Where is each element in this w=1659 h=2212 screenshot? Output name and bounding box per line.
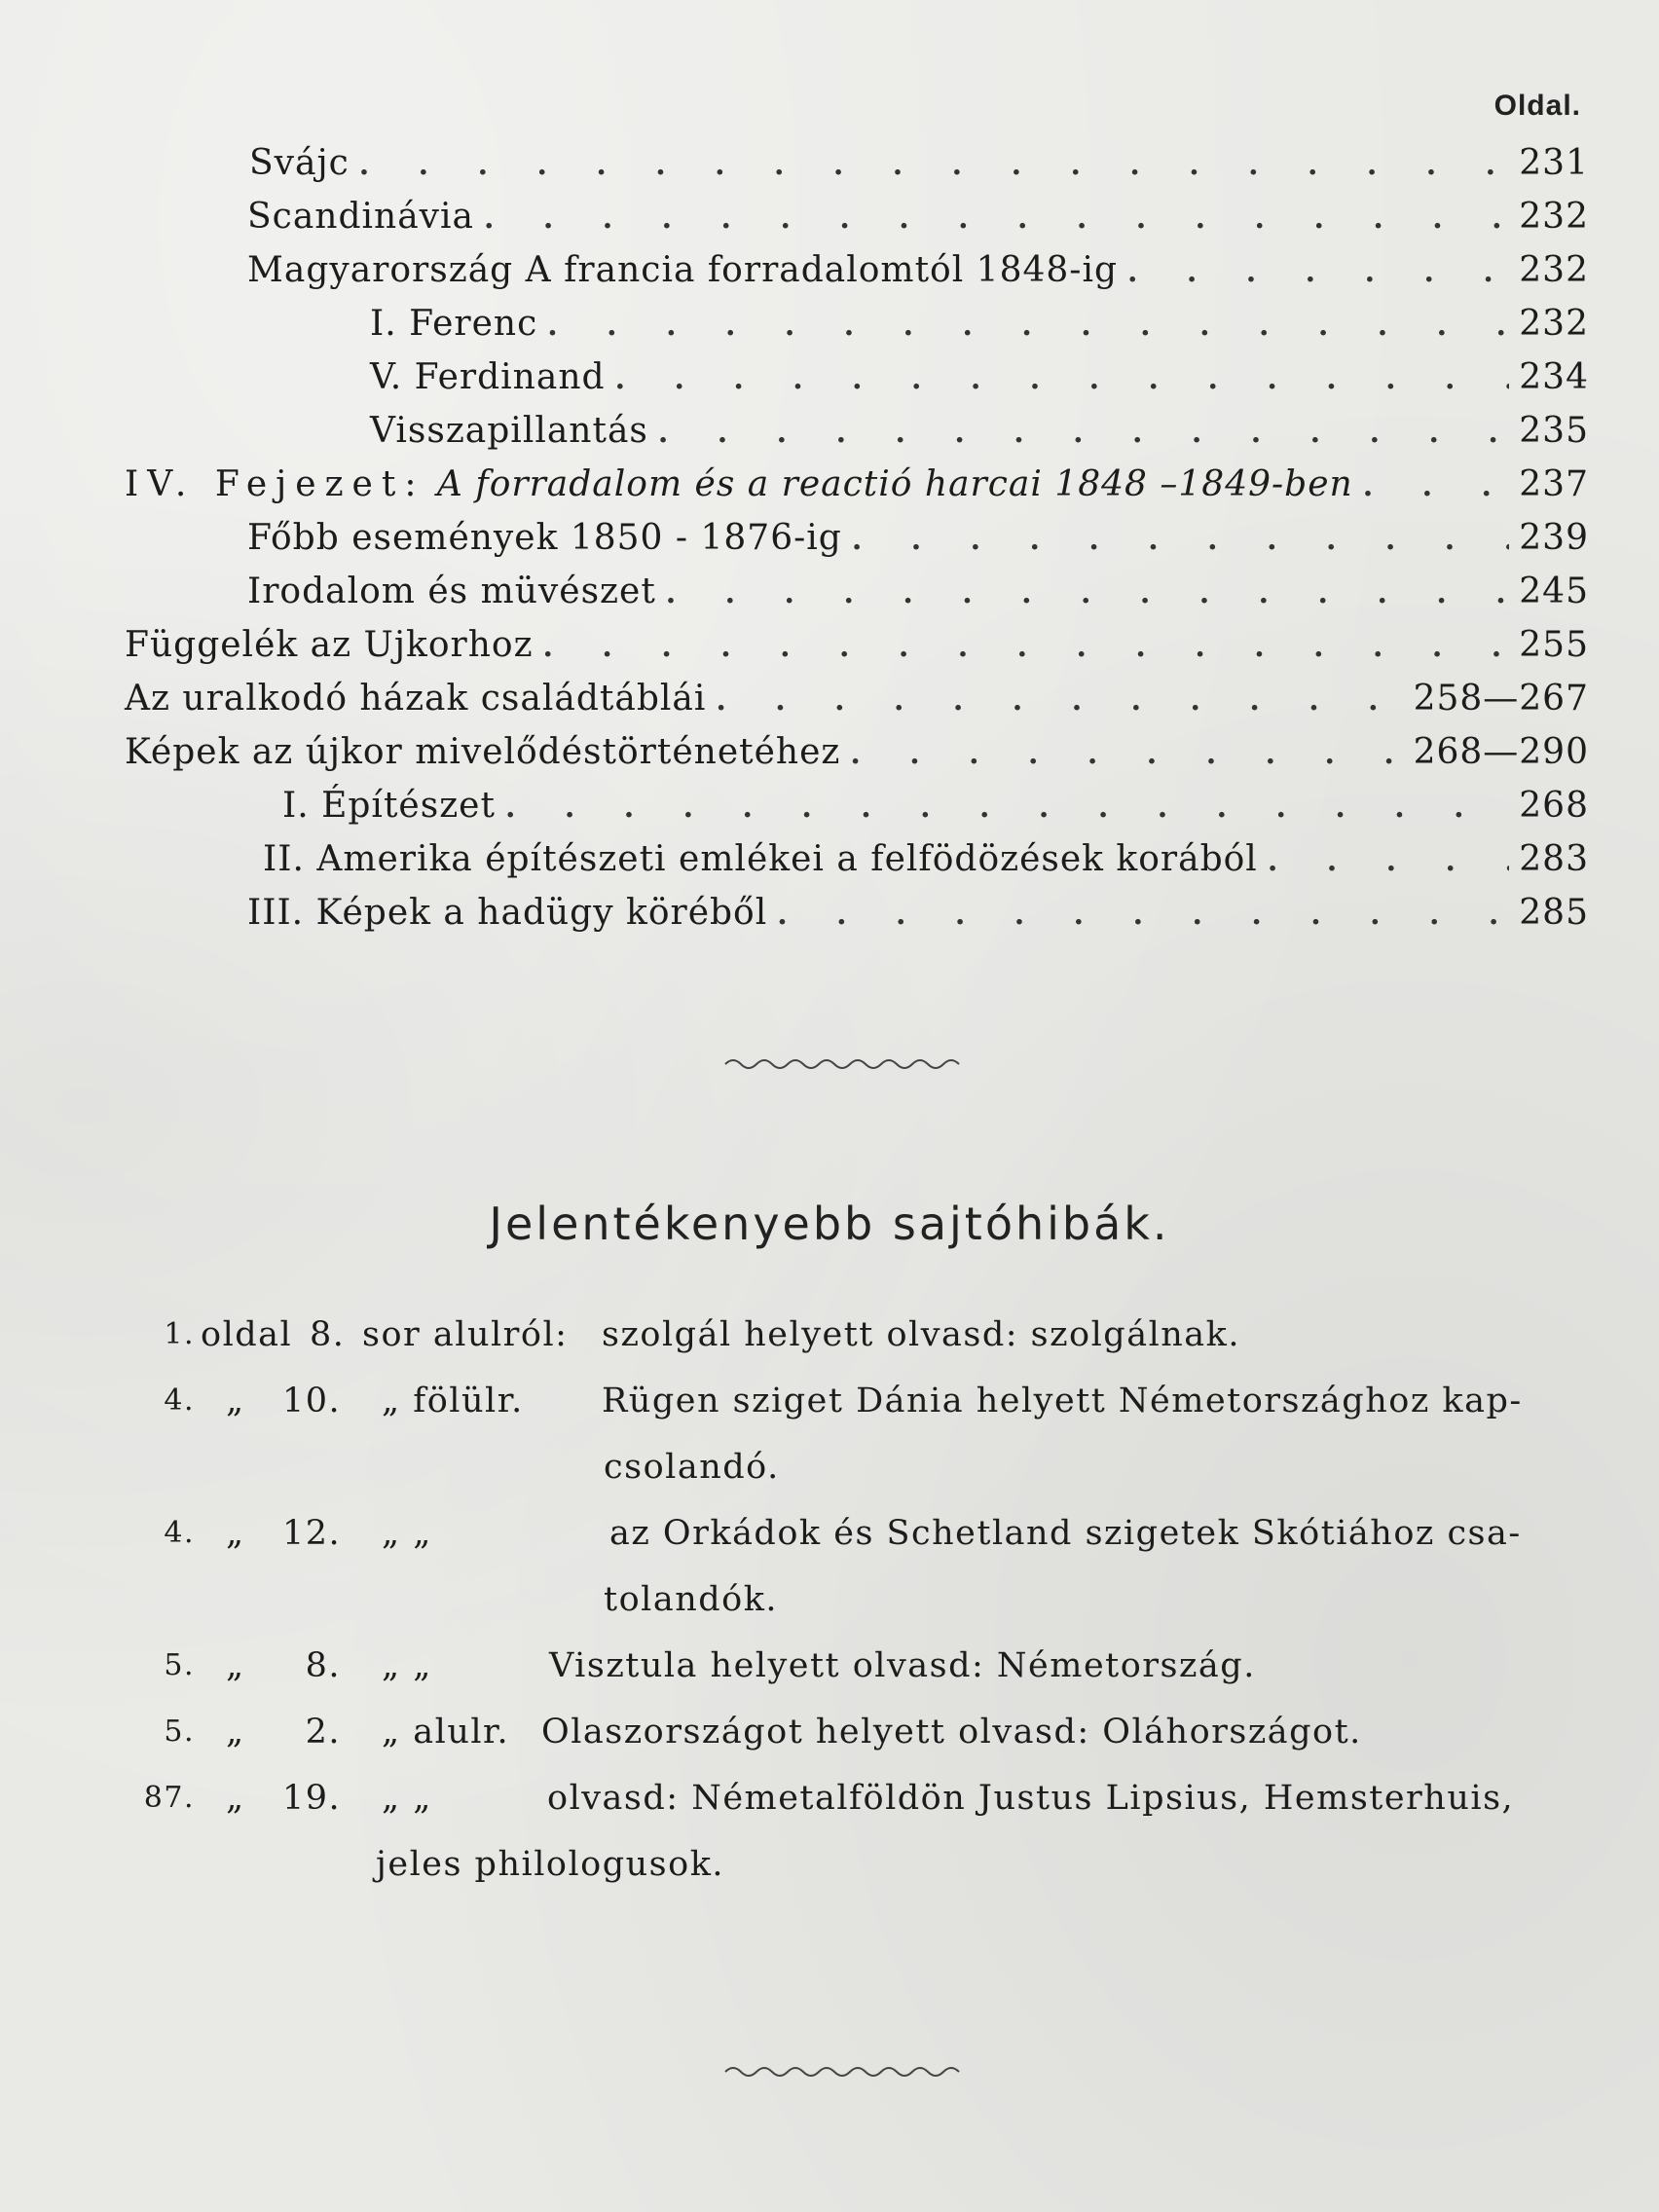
errata-row: [0, 1768, 1659, 1828]
errata-title: Jelentékenyebb sajtóhibák.: [489, 1198, 1170, 1250]
errata-line: 19.: [282, 1779, 342, 1818]
toc-entry-label: Főbb események 1850 - 1876-ig: [247, 518, 842, 558]
toc-entry-page: 245: [1519, 571, 1589, 611]
errata-ditto-mark: „: [226, 1779, 245, 1818]
toc-entry-page: 283: [1519, 839, 1589, 879]
dot-leader: [852, 513, 1509, 567]
errata-ditto-mark: „ „: [382, 1646, 432, 1685]
toc-entry: [0, 565, 1659, 618]
toc-entry-label: III. Képek a hadügy köréből: [247, 893, 768, 933]
errata-row: [0, 1636, 1659, 1696]
errata-page: 4.: [164, 1516, 195, 1550]
dot-leader: [716, 674, 1403, 727]
toc-entry-label: II. Amerika építészeti emlékei a felfödözések korából: [263, 839, 1258, 879]
toc-entry: [0, 618, 1659, 672]
errata-row: [0, 1305, 1659, 1365]
toc-chapter-entry: [0, 458, 1659, 511]
errata-correction: Rügen sziget Dánia helyett Németországhoz kap-: [602, 1382, 1523, 1420]
errata-correction: Visztula helyett olvasd: Németország.: [549, 1646, 1256, 1685]
dot-leader: [850, 727, 1403, 781]
errata-row: [0, 1371, 1659, 1431]
toc-entry-page: 232: [1519, 197, 1589, 237]
dot-leader: [505, 781, 1509, 834]
toc-entry: [0, 672, 1659, 725]
errata-continuation: tolandók.: [604, 1580, 779, 1619]
toc-entry-page: 258—267: [1413, 679, 1589, 719]
dot-leader: [484, 192, 1509, 245]
errata-correction: Olaszországot helyett olvasd: Oláhországot.: [541, 1713, 1362, 1751]
chapter-title: A forradalom és a reactió harcai 1848 –1849-ben: [436, 464, 1353, 504]
toc-entry-label: I. Építészet: [282, 786, 496, 826]
errata-page-word: oldal: [201, 1315, 293, 1354]
wavy-divider-ornament: [720, 1054, 974, 1074]
toc-entry-label: Függelék az Ujkorhoz: [125, 625, 534, 665]
toc-entry-label: I. Ferenc: [370, 304, 538, 344]
errata-page: 5.: [164, 1714, 195, 1749]
errata-ditto-mark: „ „: [382, 1514, 432, 1553]
table-of-contents: [0, 136, 1659, 940]
dot-leader: [543, 620, 1510, 674]
errata-line: 8.: [305, 1646, 341, 1685]
toc-entry: [0, 136, 1659, 190]
errata-ditto-mark: „: [226, 1713, 245, 1751]
dot-leader: [777, 888, 1509, 941]
errata-correction: olvasd: Németalföldön Justus Lipsius, Hemsterhuis,: [547, 1779, 1515, 1818]
toc-entry-label: Visszapillantás: [370, 411, 648, 451]
toc-entry-label: Irodalom és müvészet: [247, 571, 656, 611]
toc-entry-page: 232: [1519, 304, 1589, 344]
toc-entry: [0, 779, 1659, 832]
toc-entry-label: [125, 458, 1363, 511]
errata-page: 5.: [164, 1648, 195, 1682]
dot-leader: [666, 567, 1510, 620]
toc-entry-page: 232: [1519, 250, 1589, 290]
toc-entry-page: 255: [1519, 625, 1589, 665]
errata-correction: szolgál helyett olvasd: szolgálnak.: [602, 1315, 1241, 1354]
dot-leader: [1363, 460, 1510, 513]
errata-ditto-mark: „: [226, 1382, 245, 1420]
errata-correction: az Orkádok és Schetland szigetek Skótiához csa-: [609, 1514, 1522, 1553]
toc-entry-page: 268: [1519, 786, 1589, 826]
toc-entry-label: Magyarország A francia forradalomtól 1848-ig: [247, 250, 1119, 290]
dot-leader: [1127, 245, 1509, 299]
dot-leader: [359, 138, 1509, 192]
toc-entry-page: 285: [1519, 893, 1589, 933]
dot-leader: [1268, 834, 1509, 888]
toc-entry: [0, 832, 1659, 886]
errata-page: 87.: [143, 1781, 195, 1815]
errata-ditto-mark: „: [226, 1514, 245, 1553]
toc-entry-label: V. Ferdinand: [370, 357, 606, 397]
errata-page: 4.: [164, 1383, 195, 1418]
toc-entry-label: Képek az újkor mivelődéstörténetéhez: [125, 732, 841, 772]
dot-leader: [658, 406, 1509, 460]
toc-entry-label: Scandinávia: [247, 197, 474, 237]
toc-entry-page: 231: [1519, 143, 1589, 183]
dot-leader: [547, 299, 1509, 352]
toc-entry: [0, 350, 1659, 404]
toc-entry-page: 268—290: [1413, 732, 1589, 772]
errata-ditto-mark: „ „: [382, 1779, 432, 1818]
toc-entry: [0, 511, 1659, 565]
wavy-divider-ornament: [720, 2062, 974, 2082]
errata-ditto-mark: „: [226, 1646, 245, 1685]
errata-ditto-mark: „ fölülr.: [382, 1382, 524, 1420]
errata-line: 12.: [282, 1514, 342, 1553]
errata-row: [0, 1503, 1659, 1564]
errata-line: 8.: [310, 1315, 346, 1354]
toc-entry-page: 235: [1519, 411, 1589, 451]
chapter-prefix: IV. Fejezet:: [125, 464, 425, 504]
toc-entry-label: Svájc: [249, 143, 350, 183]
toc-entry: [0, 886, 1659, 940]
toc-entry-page: 237: [1519, 464, 1589, 504]
toc-entry: [0, 725, 1659, 779]
toc-entry-label: Az uralkodó házak családtáblái: [125, 679, 707, 719]
errata-line: 10.: [282, 1382, 342, 1420]
errata-line: 2.: [305, 1713, 341, 1751]
errata-list: [0, 1305, 1659, 1895]
errata-line-word: sor alulról:: [362, 1315, 569, 1354]
toc-entry: [0, 297, 1659, 350]
errata-ditto-mark: „ alulr.: [382, 1713, 510, 1751]
toc-entry-page: 239: [1519, 518, 1589, 558]
errata-row: [0, 1702, 1659, 1762]
toc-entry: [0, 404, 1659, 458]
errata-continuation: csolandó.: [604, 1448, 780, 1487]
errata-page: 1.: [164, 1317, 195, 1351]
toc-entry: [0, 190, 1659, 243]
toc-page-column-header: Oldal.: [1493, 90, 1581, 122]
dot-leader: [615, 352, 1510, 406]
errata-continuation: jeles philologusok.: [376, 1845, 725, 1884]
toc-entry-page: 234: [1519, 357, 1589, 397]
toc-entry: [0, 243, 1659, 297]
